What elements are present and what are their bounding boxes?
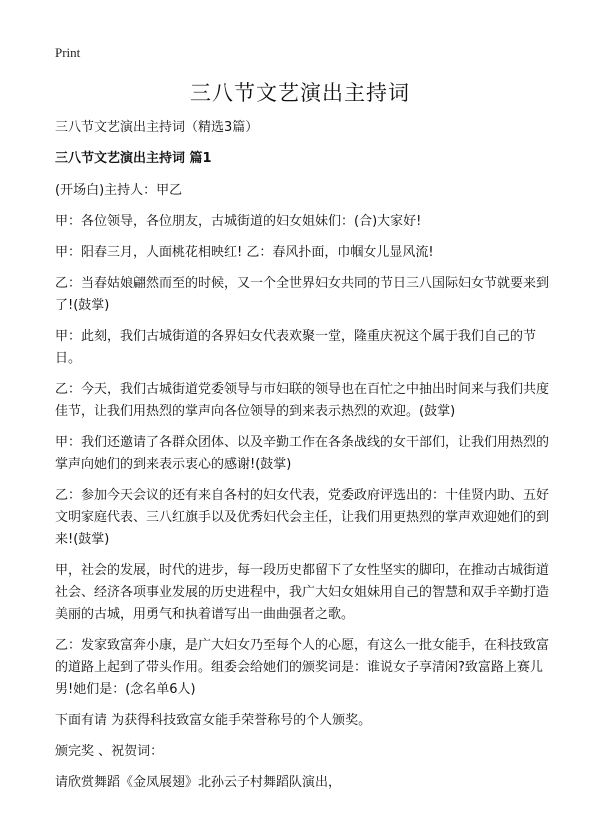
paragraph: 下面有请 为获得科技致富女能手荣誉称号的个人颁奖。 — [55, 713, 372, 728]
paragraph: 甲：此刻，我们古城街道的各界妇女代表欢聚一堂，隆重庆祝这个属于我们自己的节日。 — [55, 329, 537, 366]
paragraph: 乙：今天，我们古城街道党委领导与市妇联的领导也在百忙之中抽出时间来与我们共度佳节，让我们用热烈的掌声向各位领导的到来表示热烈的欢迎。(鼓掌) — [55, 382, 550, 419]
paragraph: 乙：参加今天会议的还有来自各村的妇女代表，党委政府评选出的：十佳贤内助、五好文明家庭代表、三八红旗手以及优秀妇代会主任，让我们用更热烈的掌声欢迎她们的到来!(鼓掌) — [55, 488, 550, 547]
section-heading: 三八节文艺演出主持词 篇1 — [55, 151, 212, 166]
paragraph: 甲：阳春三月，人面桃花相映红! 乙：春风扑面，巾帼女儿显风流! — [55, 245, 434, 260]
document-subtitle: 三八节文艺演出主持词（精选3篇） — [55, 120, 259, 135]
paragraph: 甲：各位领导，各位朋友，古城街道的妇女姐妹们：(合)大家好! — [55, 214, 422, 229]
paragraph: 乙：发家致富奔小康，是广大妇女乃至每个人的心愿，有这么一批女能手，在科技致富的道路上起到了带头作用。组委会给她们的颁奖词是：谁说女子享清闲?致富路上赛儿男!她们是：(念名单6人) — [55, 638, 550, 697]
paragraph: 甲，社会的发展，时代的进步，每一段历史都留下了女性坚实的脚印，在推动古城街道社会、经济各项事业发展的历史进程中，我广大妇女姐妹用自己的智慧和双手辛勤打造美丽的古城，用勇气和执着谱写出一曲曲强者之歌。 — [55, 563, 550, 622]
paragraph: 请欣赏舞蹈《金凤展翅》北孙云子村舞蹈队演出， — [55, 775, 342, 790]
paragraph: 乙：当春姑娘翩然而至的时候，又一个全世界妇女共同的节日三八国际妇女节就要来到了!(鼓掌) — [55, 276, 550, 313]
document-body — [55, 118, 555, 803]
paragraph: 甲：我们还邀请了各群众团体、以及辛勤工作在各条战线的女干部们，让我们用热烈的掌声向她们的到来表示衷心的感谢!(鼓掌) — [55, 435, 550, 472]
page-title: 三八节文艺演出主持词 — [190, 81, 410, 105]
paragraph: (开场白)主持人：甲乙 — [55, 183, 183, 198]
print-link[interactable]: Print — [55, 45, 81, 60]
paragraph: 颁完奖 、祝贺词： — [55, 744, 164, 759]
